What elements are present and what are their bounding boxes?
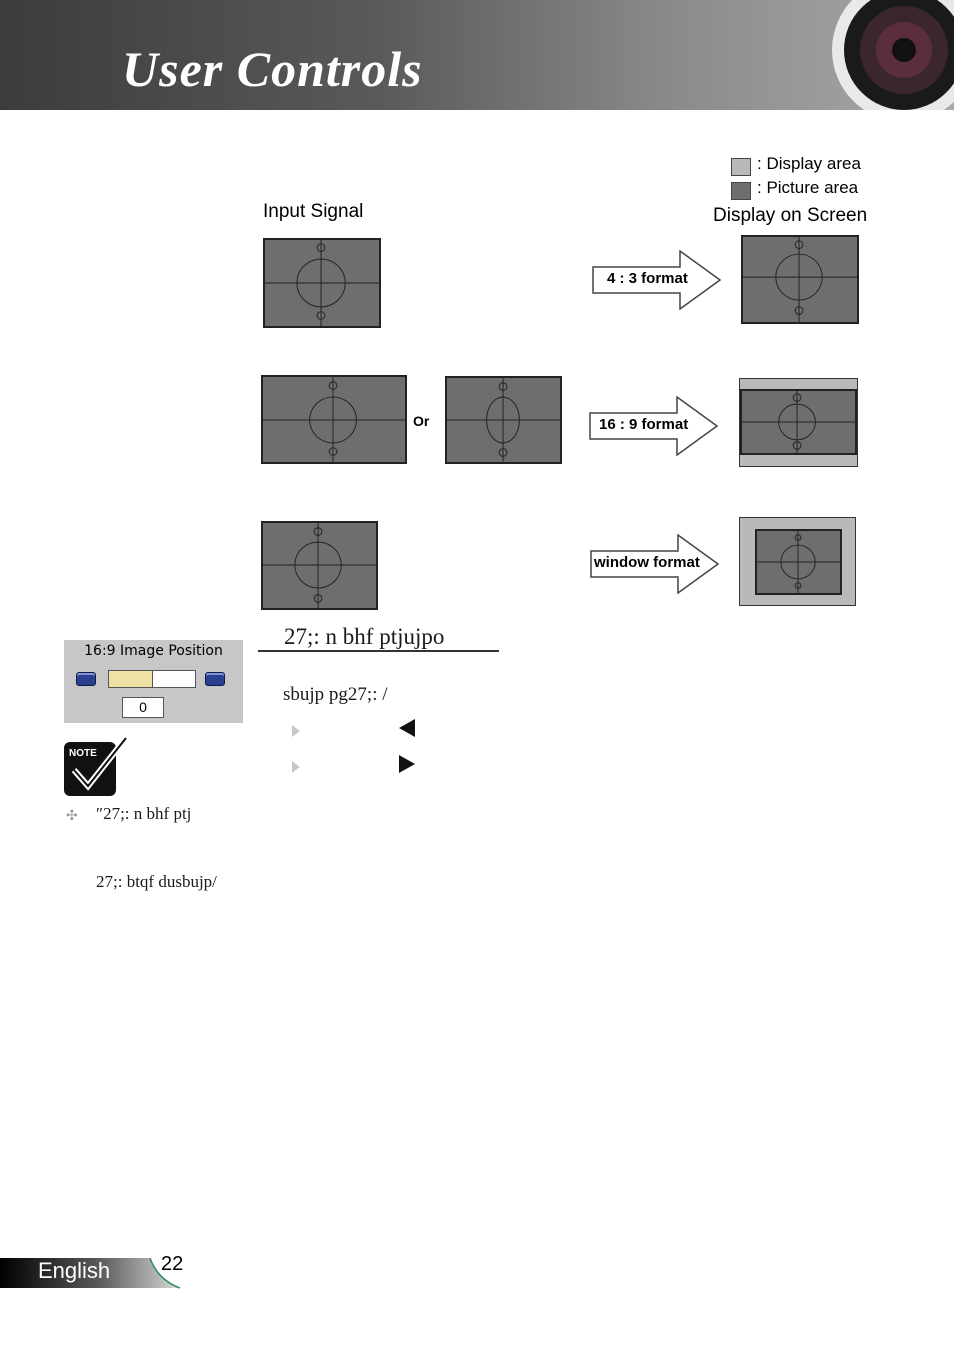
input-screen-16-9-b [445, 376, 562, 464]
page-number: 22 [161, 1253, 184, 1275]
output-screen-window [739, 517, 856, 606]
input-signal-label: Input Signal [263, 201, 364, 222]
bullet-arrow-icon [291, 724, 301, 743]
note-icon [64, 736, 128, 798]
legend-picture-area: : Picture area [757, 178, 859, 197]
diamond-bullet-icon: ✣ [66, 807, 78, 823]
osd-title: 16:9 Image Position [84, 643, 223, 659]
page-title: User Controls [122, 41, 423, 97]
format-label-window: window format [594, 554, 700, 571]
section-rule [258, 650, 499, 652]
note-line-1: ″27;: n bhf ptj [96, 804, 192, 823]
output-screen-4-3 [741, 235, 859, 324]
or-label: Or [413, 413, 430, 429]
output-screen-16-9 [739, 378, 858, 467]
display-area-swatch [731, 158, 751, 176]
osd-value-field: 0 [122, 697, 164, 718]
osd-slider-fill [109, 671, 153, 687]
page-header-banner [0, 0, 954, 110]
osd-slider[interactable] [108, 670, 196, 688]
projector-lens-icon [804, 0, 954, 110]
osd-decrease-button[interactable] [76, 672, 96, 686]
osd-increase-button[interactable] [205, 672, 225, 686]
right-arrow-key-icon [398, 754, 416, 779]
input-screen-16-9-a [261, 375, 407, 464]
input-screen-4-3 [263, 238, 381, 328]
footer-language: English [38, 1258, 111, 1283]
note-line-2: 27;: btqf dusbujp/ [96, 872, 217, 891]
image-position-osd [64, 640, 243, 723]
input-screen-window [261, 521, 378, 610]
left-arrow-key-icon [398, 718, 416, 743]
display-on-screen-label: Display on Screen [713, 205, 868, 226]
picture-area-swatch [731, 182, 751, 200]
format-label-16-9: 16 : 9 format [599, 416, 689, 433]
svg-text:NOTE: NOTE [69, 748, 97, 759]
legend-display-area: : Display area [757, 154, 861, 173]
format-label-4-3: 4 : 3 format [607, 270, 688, 287]
bullet-arrow-icon [291, 760, 301, 779]
section-body-line: sbujp pg27;: / [283, 684, 388, 705]
section-heading: 27;: n bhf ptjujpo [284, 624, 445, 649]
